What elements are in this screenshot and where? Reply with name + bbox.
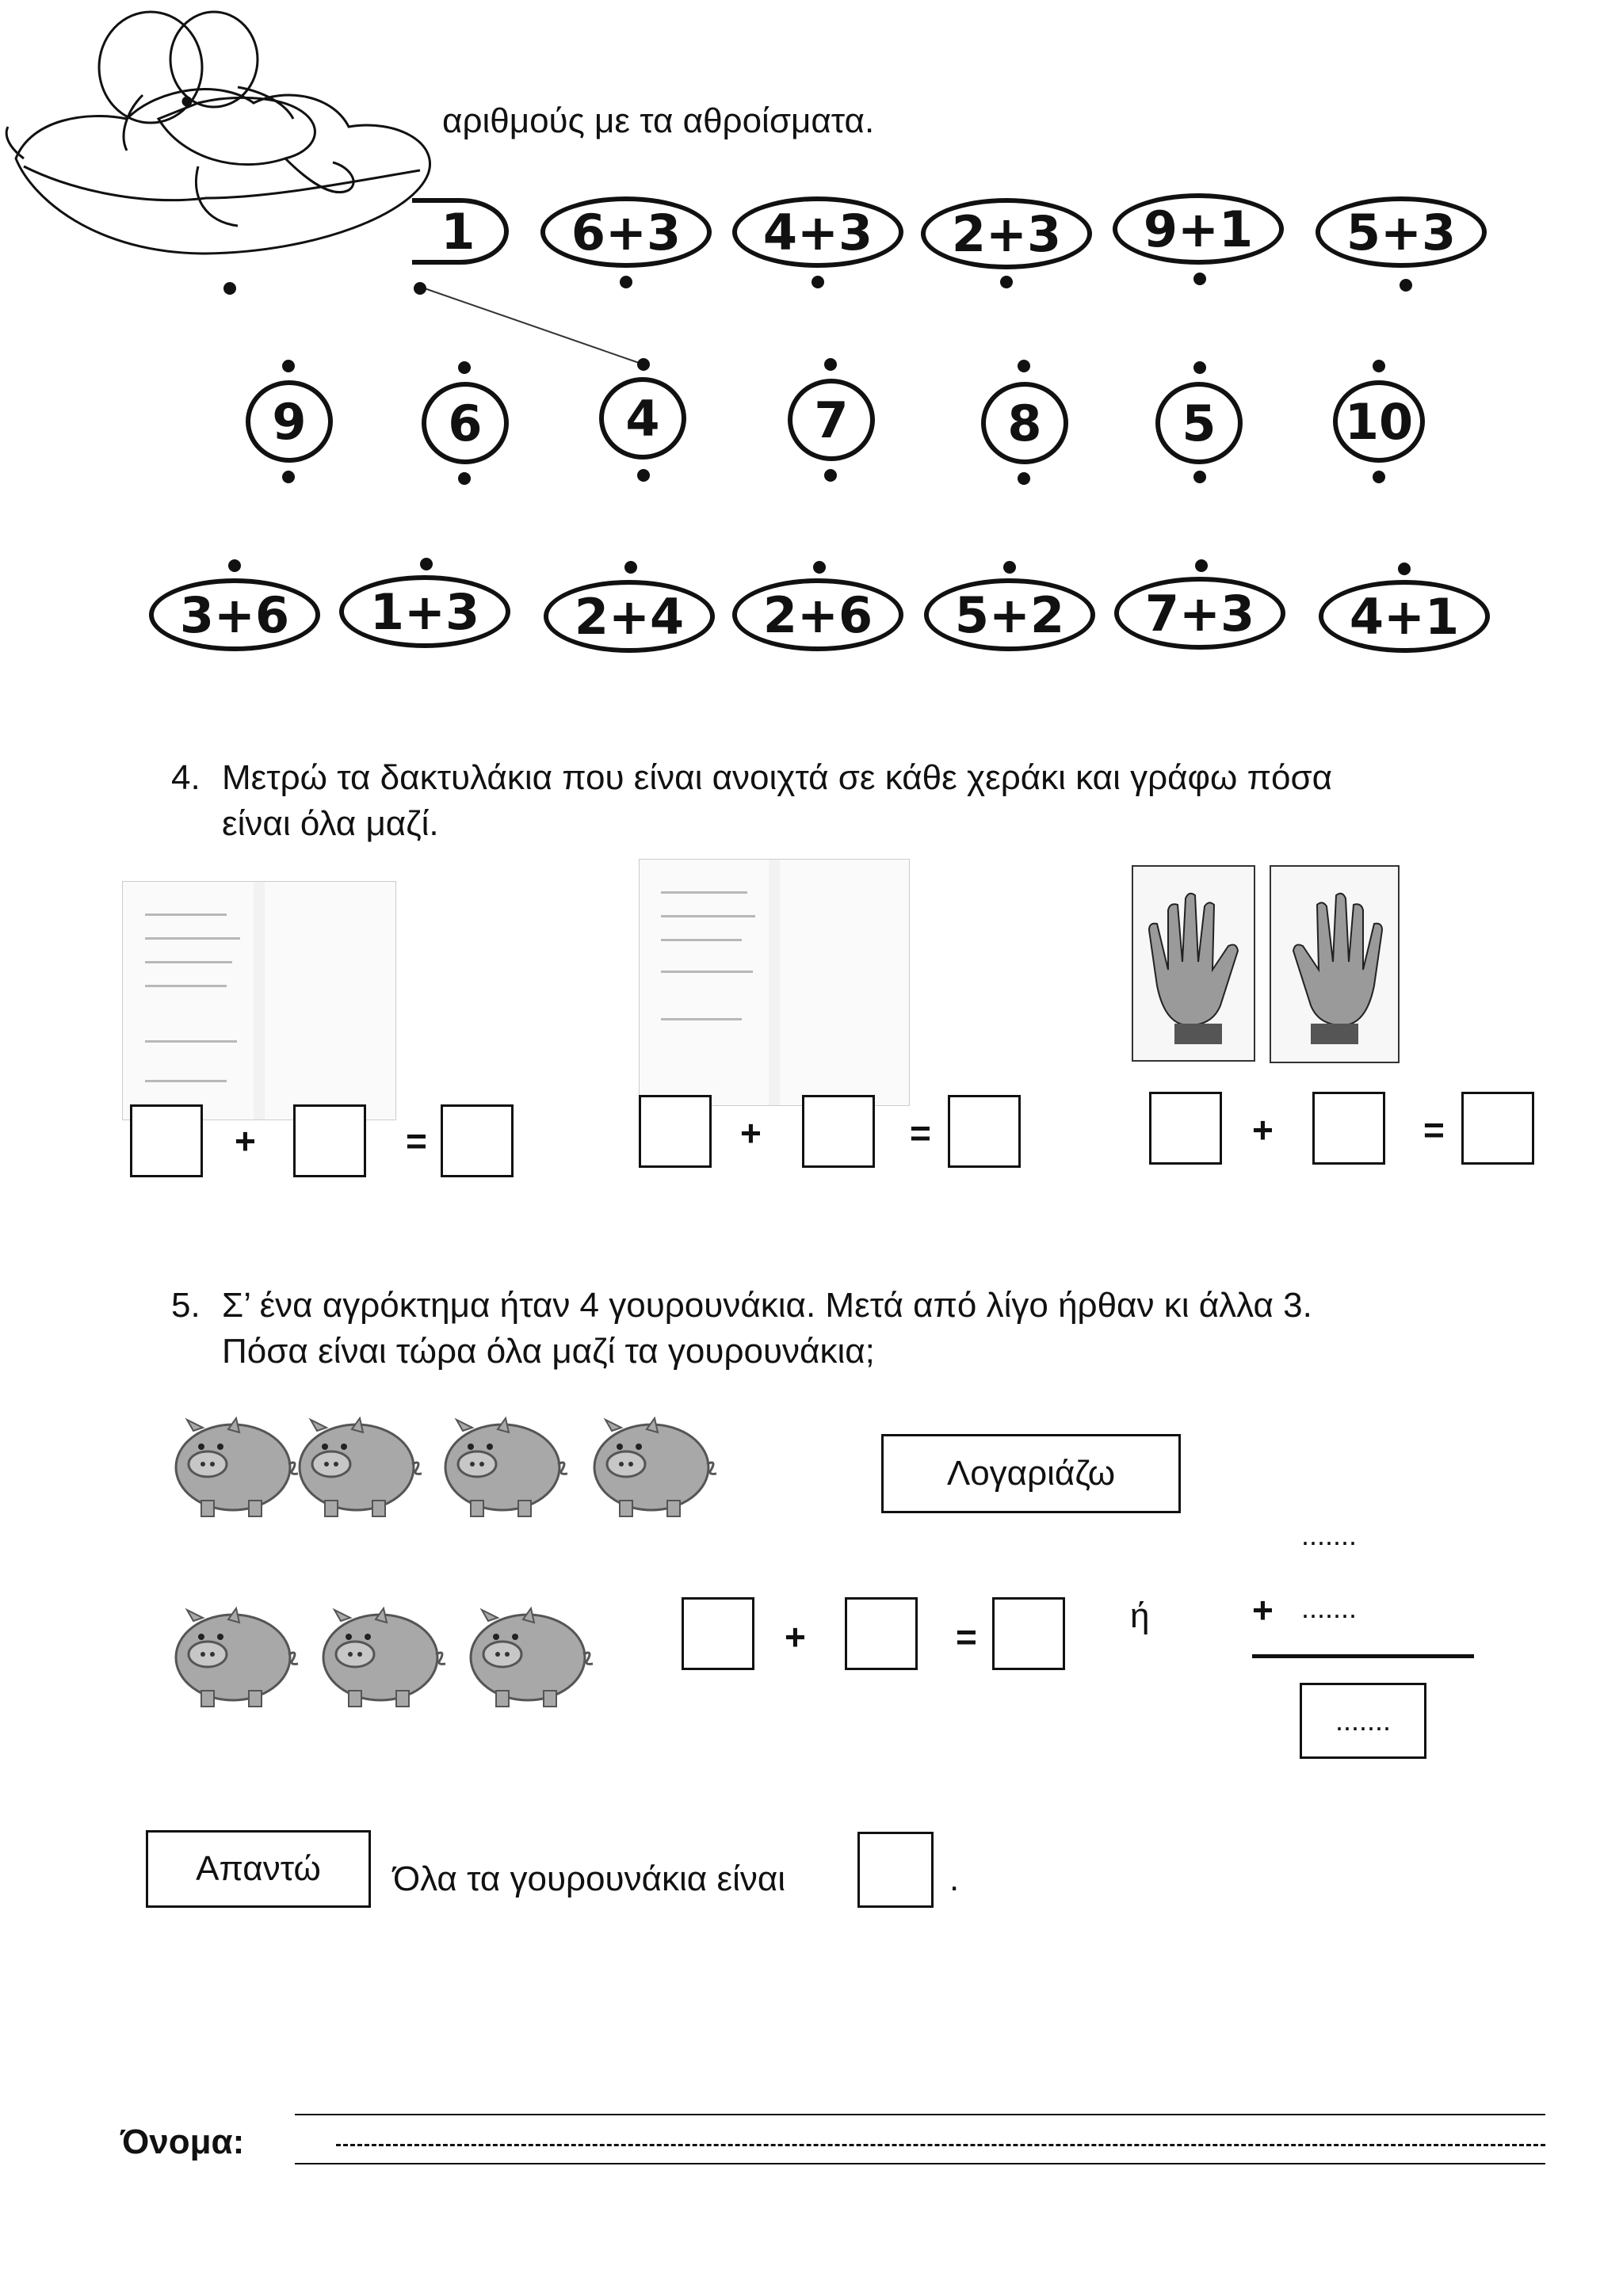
oval-label: 2+6 (762, 585, 873, 644)
open-hand-icon (1133, 867, 1254, 1060)
connection-dot[interactable] (620, 276, 632, 288)
pig-icon (594, 1418, 716, 1516)
connection-dot[interactable] (458, 361, 471, 374)
equals-sign: = (910, 1112, 931, 1154)
or-word: ή (1130, 1596, 1150, 1635)
name-label: Όνομα: (120, 2122, 245, 2161)
connection-dot[interactable] (1018, 360, 1030, 372)
sum-oval[interactable] (732, 578, 903, 651)
connection-dot[interactable] (1373, 471, 1385, 483)
connection-dot[interactable] (228, 559, 241, 572)
task4-number: 4. (171, 758, 200, 797)
connection-dot[interactable] (223, 282, 236, 295)
connection-dot[interactable] (1400, 279, 1412, 292)
sum-oval[interactable] (921, 198, 1092, 269)
pig-icon (445, 1418, 567, 1516)
plus-sign: + (740, 1112, 762, 1154)
sum-oval[interactable] (1319, 580, 1490, 653)
equals-sign: = (406, 1120, 427, 1161)
sum-line (1252, 1654, 1474, 1658)
answer-box[interactable] (845, 1597, 918, 1670)
pig-icon (176, 1418, 298, 1516)
right-hand-panel (1270, 865, 1400, 1063)
connection-dot[interactable] (824, 469, 837, 482)
sum-oval[interactable] (544, 580, 715, 653)
connection-dot[interactable] (282, 471, 295, 483)
plus-sign: + (1252, 1589, 1274, 1630)
answer-period: . (949, 1859, 960, 1898)
oval-label: 4+1 (1349, 587, 1460, 646)
connection-dot[interactable] (1373, 360, 1385, 372)
equals-sign: = (1423, 1109, 1445, 1150)
task5-instruction-line2: Πόσα είναι τώρα όλα μαζί τα γουρουνάκια; (222, 1332, 875, 1371)
plus-sign: + (235, 1120, 256, 1161)
answer-sentence: Όλα τα γουρουνάκια είναι (393, 1859, 786, 1898)
vertical-sum-top-blank[interactable]: ....... (1301, 1519, 1358, 1551)
number-circle[interactable] (422, 382, 509, 464)
answer-box[interactable] (1149, 1092, 1222, 1165)
pig-icon (176, 1608, 298, 1707)
sum-oval[interactable] (540, 196, 712, 268)
task4-instruction-line2: είναι όλα μαζί. (222, 804, 439, 843)
answer-box[interactable] (1312, 1092, 1385, 1165)
sum-oval[interactable] (412, 198, 509, 265)
plus-sign: + (785, 1616, 806, 1657)
connection-dot[interactable] (637, 358, 650, 371)
task5-instruction-line1: Σ’ ένα αγρόκτημα ήταν 4 γουρουνάκια. Μετά από λίγο ήρθαν κι άλλα 3. (222, 1286, 1312, 1325)
answer-box[interactable] (293, 1104, 366, 1177)
number-circle[interactable] (1155, 382, 1243, 464)
task3-instruction: αριθμούς με τα αθροίσματα. (442, 101, 875, 140)
pig-icon (300, 1418, 422, 1516)
connection-dot[interactable] (637, 469, 650, 482)
number-circle[interactable] (1333, 380, 1425, 463)
book-pages-image (639, 859, 910, 1106)
circle-label: 9 (272, 392, 307, 451)
sum-oval[interactable] (339, 575, 510, 648)
answer-box[interactable] (948, 1095, 1021, 1168)
oval-label: 1 (441, 202, 475, 261)
vertical-sum-result-box[interactable]: ....... (1300, 1683, 1426, 1759)
connection-dot[interactable] (1193, 471, 1206, 483)
answer-box[interactable] (639, 1095, 712, 1168)
connection-dot[interactable] (812, 276, 824, 288)
name-line-bottom (295, 2163, 1545, 2164)
connection-dot[interactable] (824, 358, 837, 371)
circle-label: 7 (814, 391, 849, 449)
two-hands-image (1132, 865, 1398, 1062)
connection-dot[interactable] (420, 558, 433, 570)
left-hand-panel (1132, 865, 1255, 1062)
oval-label: 3+6 (179, 585, 290, 644)
sum-oval[interactable] (1316, 196, 1487, 268)
pig-icon (323, 1608, 445, 1707)
answer-box[interactable] (857, 1832, 934, 1908)
oval-label: 2+4 (574, 587, 685, 646)
number-circle[interactable] (246, 380, 333, 463)
circle-label: 8 (1007, 394, 1042, 452)
task4-instruction-line1: Μετρώ τα δακτυλάκια που είναι ανοιχτά σε κάθε χεράκι και γράφω πόσα (222, 758, 1333, 797)
connection-dot[interactable] (624, 561, 637, 574)
open-hand-icon (1271, 867, 1398, 1062)
connection-dot[interactable] (1193, 361, 1206, 374)
oval-label: 1+3 (369, 582, 480, 641)
connection-dot[interactable] (1195, 559, 1208, 572)
oval-label: 2+3 (951, 204, 1062, 263)
sum-oval[interactable] (149, 578, 320, 651)
connection-dot[interactable] (1018, 472, 1030, 485)
pig-icon (471, 1608, 593, 1707)
connection-dot[interactable] (282, 360, 295, 372)
answer-box[interactable] (682, 1597, 754, 1670)
number-circle[interactable] (599, 377, 686, 460)
oval-label: 9+1 (1143, 200, 1254, 258)
oval-label: 7+3 (1144, 584, 1255, 643)
answer-box[interactable] (130, 1104, 203, 1177)
circle-label: 6 (448, 394, 483, 452)
sum-oval[interactable] (732, 196, 903, 268)
name-writing-field[interactable] (336, 2144, 1545, 2146)
connection-dot[interactable] (414, 282, 426, 295)
answer-box[interactable] (992, 1597, 1065, 1670)
connection-dot[interactable] (813, 561, 826, 574)
sum-oval[interactable] (924, 578, 1095, 651)
circle-label: 4 (625, 389, 660, 448)
task5-number: 5. (171, 1286, 200, 1325)
oval-label: 4+3 (762, 203, 873, 261)
connection-dot[interactable] (1003, 561, 1016, 574)
answer-box[interactable] (441, 1104, 514, 1177)
oval-label: 6+3 (571, 203, 682, 261)
circle-label: 5 (1182, 394, 1216, 452)
name-line-top (295, 2114, 1545, 2115)
book-pages-image (122, 881, 396, 1120)
answer-label-box: Απαντώ (146, 1830, 371, 1908)
number-circle[interactable] (981, 382, 1068, 464)
vertical-sum-mid-blank[interactable]: ....... (1301, 1592, 1358, 1624)
plus-sign: + (1252, 1109, 1274, 1150)
connection-dot[interactable] (1398, 563, 1411, 575)
equals-sign: = (956, 1616, 977, 1657)
connection-dot[interactable] (458, 472, 471, 485)
oval-label: 5+2 (954, 585, 1065, 644)
answer-box[interactable] (1461, 1092, 1534, 1165)
sum-oval[interactable] (1114, 577, 1285, 650)
connection-dot[interactable] (1000, 276, 1013, 288)
sum-oval[interactable] (1113, 193, 1284, 265)
oval-label: 5+3 (1346, 203, 1457, 261)
number-circle[interactable] (788, 379, 875, 461)
calculate-label-box: Λογαριάζω (881, 1434, 1181, 1513)
circle-label: 10 (1344, 392, 1414, 451)
answer-box[interactable] (802, 1095, 875, 1168)
connection-dot[interactable] (1193, 273, 1206, 285)
